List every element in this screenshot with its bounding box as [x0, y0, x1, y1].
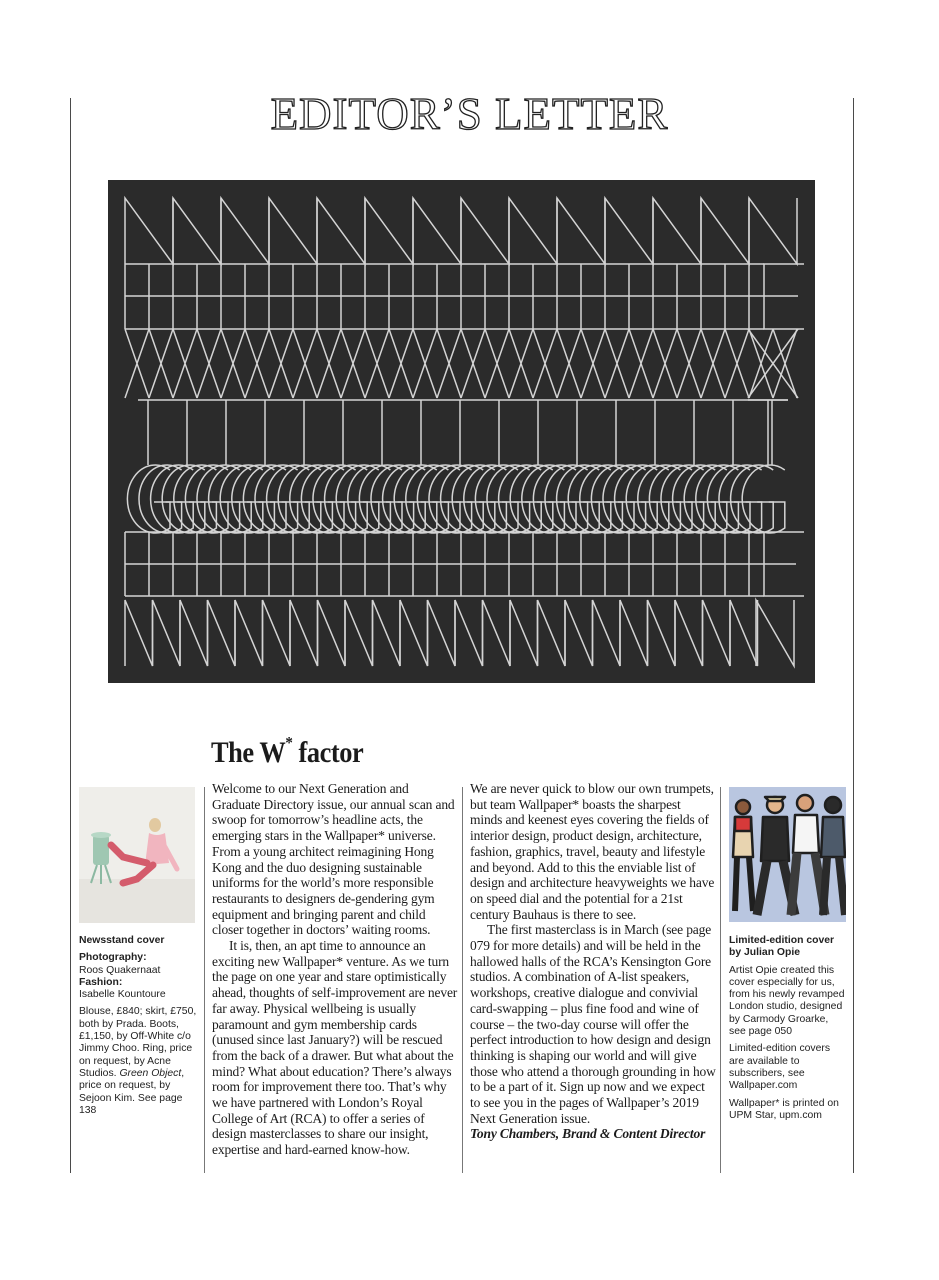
print-note: Wallpaper* is printed on UPM Star, upm.com	[729, 1097, 839, 1121]
artwork-lines	[125, 198, 804, 666]
left-column-rule	[70, 98, 71, 1173]
page-title: EDITOR’S LETTER	[270, 89, 669, 139]
subscriber-note: Limited-edition covers are available to subscribers, see Wallpaper.com	[729, 1043, 831, 1092]
column-divider	[462, 787, 463, 1173]
photography-credit: Roos Quakernaat	[79, 964, 161, 976]
newsstand-cover-thumbnail	[79, 787, 195, 923]
article-column-1	[212, 781, 458, 1158]
article-column-2	[470, 781, 716, 1142]
model-photo-image	[79, 787, 195, 923]
limited-edition-heading: Limited-edition cover by Julian Opie	[729, 935, 835, 959]
article-paragraph: We are never quick to blow our own trumpets, but team Wallpaper* boasts the sharpest minds and keenest eyes covering the fields of interior design, product design, architecture, fashion, graphics, travel, beauty and lifestyle and beyond. Add to this the enviable list of design and architecture heavyweights we have on speed dial and the potential for a 21st century Bauhaus is there to see.	[470, 781, 715, 922]
column-divider	[720, 787, 721, 1173]
headline-asterisk: *	[285, 733, 293, 752]
article-headline	[211, 733, 364, 770]
cover-details-text-end: , price on request, by Sejoon Kim. See page 138	[79, 1067, 185, 1116]
newsstand-cover-heading: Newsstand cover	[79, 935, 165, 946]
cover-details	[79, 1006, 201, 1117]
headline-text-end: factor	[298, 736, 364, 769]
fashion-label: Fashion:	[79, 976, 123, 988]
walking-figures-image	[729, 787, 846, 922]
limited-edition-caption	[729, 935, 847, 1127]
cover-details-italic: Green Object	[119, 1067, 182, 1079]
newsstand-cover-caption	[79, 935, 201, 1122]
article-paragraph: Welcome to our Next Generation and Graduate Directory issue, our annual scan and swoop for tomorrow’s headline acts, the emerging stars in the Wallpaper* universe. From a young architect reimagining Hong Kong and the duo designing sustainable uniforms for the world’s more responsible restaurants to designers de-gendering gym equipment and bringing parent and child closer together in doctors’ waiting rooms.	[212, 781, 455, 938]
photography-label: Photography:	[79, 952, 147, 964]
article-paragraph: It is, then, an apt time to announce an exciting new Wallpaper* venture. As we turn the page on one year and stare optimistically ahead, thoughts of self-improvement are never far away. Physical wellbeing is usually paramount and gym membership cards (unused since last January?) will be rescued from the back of a drawer. But what about the mind? What about education? There’s always room for improvement there too. That’s why we have partnered with London’s Royal College of Art (RCA) to offer a series of design masterclasses to share our insight, expertise and hard-earned know-how.	[212, 938, 458, 1158]
hero-artwork	[108, 180, 815, 683]
article-paragraph: The first masterclass is in March (see page 079 for more details) and will be held in the hallowed halls of the RCA’s Kensington Gore studios. A combination of A-list speakers, workshops, creative dialogue and convivial card-swapping – plus fine food and wine of course – the two-day course will offer the perfect introduction to how design and design thinking is shaping our world and will give those who attend a thorough grounding in how to be a part of it. Sign up now and we expect to see you in the pages of Wallpaper’s 2019 Next Generation issue.	[470, 922, 716, 1126]
column-divider	[204, 787, 205, 1173]
headline-text: The W	[211, 736, 286, 769]
cover-details-text: Blouse, £840; skirt, £750, both by Prada. Boots, £1,150, by Off-White c/o Jimmy Choo. Ring, price on request, by Acne Studios.	[79, 1006, 197, 1079]
article-signoff: Tony Chambers, Brand & Content Director	[470, 1126, 706, 1142]
next-gen-artwork-image	[108, 180, 815, 683]
limited-edition-cover-thumbnail	[729, 787, 846, 922]
limited-edition-text: Artist Opie created this cover especially for us, from his newly revamped London studio, designed by Carmody Groarke, see page 050	[729, 964, 845, 1038]
right-column-rule	[853, 98, 854, 1173]
fashion-credit: Isabelle Kountoure	[79, 989, 166, 1001]
